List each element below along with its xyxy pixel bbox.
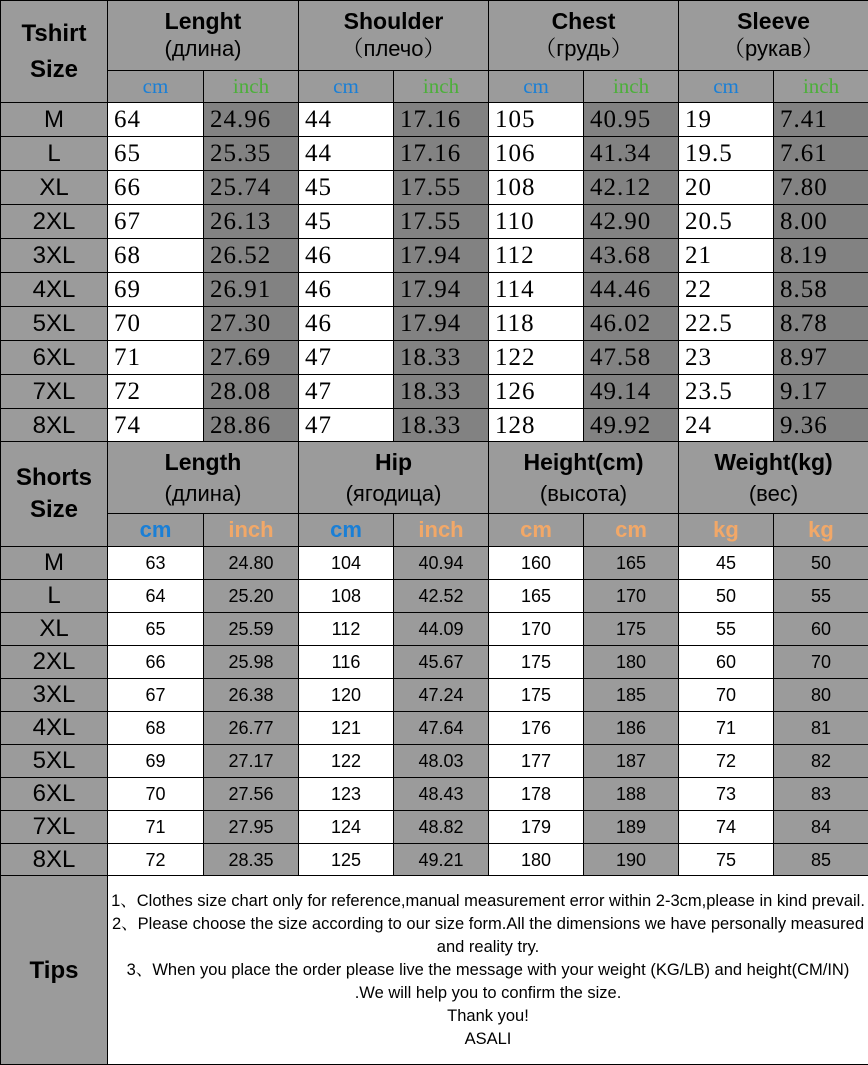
shorts-cell-kg: 55 xyxy=(774,580,868,613)
tshirt-unit-cm-4: cm xyxy=(489,71,584,103)
tshirt-row xyxy=(1,307,868,341)
tshirt-sleeve-header: Sleeve （рукав） xyxy=(679,1,868,71)
tshirt-cell-inch: 40.95 xyxy=(584,103,679,137)
shorts-size-table xyxy=(0,441,868,877)
shorts-cell-inch: 45.67 xyxy=(394,646,489,679)
tshirt-row xyxy=(1,171,868,205)
tshirt-cell-cm: 70 xyxy=(108,307,204,341)
tshirt-cell-cm: 47 xyxy=(299,375,394,409)
shorts-cell-cm: 165 xyxy=(584,547,679,580)
tshirt-cell-cm: 74 xyxy=(108,409,204,443)
tshirt-cell-cm: 68 xyxy=(108,239,204,273)
shorts-cell-cm: 186 xyxy=(584,712,679,745)
shorts-cell-cm: 180 xyxy=(489,844,584,877)
shorts-cell-inch: 25.20 xyxy=(204,580,299,613)
tshirt-size-cell: 5XL xyxy=(1,307,108,341)
shorts-cell-cm: 185 xyxy=(584,679,679,712)
shorts-cell-cm: 175 xyxy=(489,679,584,712)
tshirt-size-cell: 7XL xyxy=(1,375,108,409)
shorts-cell-cm: 125 xyxy=(299,844,394,877)
tshirt-cell-inch: 17.16 xyxy=(394,137,489,171)
tshirt-unit-inch-3: inch xyxy=(394,71,489,103)
tshirt-size-cell: 6XL xyxy=(1,341,108,375)
shorts-length-header: Length (длина) xyxy=(108,442,299,514)
tshirt-cell-inch: 42.90 xyxy=(584,205,679,239)
shorts-row xyxy=(1,580,868,613)
tshirt-cell-inch: 18.33 xyxy=(394,375,489,409)
tshirt-cell-cm: 20 xyxy=(679,171,774,205)
tshirt-row xyxy=(1,137,868,171)
shorts-cell-kg: 70 xyxy=(679,679,774,712)
tshirt-cell-cm: 67 xyxy=(108,205,204,239)
tshirt-cell-cm: 64 xyxy=(108,103,204,137)
shorts-cell-cm: 67 xyxy=(108,679,204,712)
shorts-cell-inch: 26.38 xyxy=(204,679,299,712)
tshirt-unit-inch-1: inch xyxy=(204,71,299,103)
tshirt-cell-inch: 7.41 xyxy=(774,103,868,137)
shorts-unit-kg-7: kg xyxy=(774,514,868,547)
tshirt-cell-inch: 7.80 xyxy=(774,171,868,205)
tshirt-cell-inch: 17.94 xyxy=(394,239,489,273)
shorts-size-cell: 7XL xyxy=(1,811,108,844)
shorts-cell-inch: 48.43 xyxy=(394,778,489,811)
tshirt-cell-inch: 49.14 xyxy=(584,375,679,409)
shorts-cell-kg: 55 xyxy=(679,613,774,646)
tshirt-cell-cm: 20.5 xyxy=(679,205,774,239)
shorts-units-row xyxy=(1,514,868,547)
tshirt-cell-cm: 66 xyxy=(108,171,204,205)
shorts-cell-cm: 160 xyxy=(489,547,584,580)
shorts-cell-cm: 175 xyxy=(489,646,584,679)
shorts-cell-cm: 121 xyxy=(299,712,394,745)
shorts-cell-kg: 82 xyxy=(774,745,868,778)
shorts-size-cell: 3XL xyxy=(1,679,108,712)
tshirt-cell-cm: 47 xyxy=(299,409,394,443)
tshirt-cell-inch: 8.00 xyxy=(774,205,868,239)
tshirt-size-cell: 3XL xyxy=(1,239,108,273)
tshirt-cell-cm: 19 xyxy=(679,103,774,137)
tips-line: 3、When you place the order please live the message with your weight (KG/LB) and height(CM/IN) .We will help you to confirm the size. xyxy=(110,959,866,1005)
tshirt-cell-inch: 25.35 xyxy=(204,137,299,171)
shorts-cell-kg: 85 xyxy=(774,844,868,877)
tips-text xyxy=(108,876,868,1065)
tshirt-size-table xyxy=(0,0,868,443)
shorts-cell-kg: 74 xyxy=(679,811,774,844)
shorts-weight-header: Weight(kg) (вес) xyxy=(679,442,868,514)
tshirt-cell-inch: 24.96 xyxy=(204,103,299,137)
tshirt-cell-inch: 27.69 xyxy=(204,341,299,375)
tips-line: Thank you! xyxy=(110,1005,866,1028)
tshirt-cell-inch: 26.52 xyxy=(204,239,299,273)
shorts-size-cell: 8XL xyxy=(1,844,108,877)
tips-line: 2、Please choose the size according to our size form.All the dimensions we have personally measured and reality try. xyxy=(110,913,866,959)
tshirt-cell-inch: 9.36 xyxy=(774,409,868,443)
shorts-cell-inch: 25.98 xyxy=(204,646,299,679)
tshirt-cell-cm: 69 xyxy=(108,273,204,307)
tshirt-cell-cm: 44 xyxy=(299,137,394,171)
shorts-cell-cm: 179 xyxy=(489,811,584,844)
shorts-cell-cm: 189 xyxy=(584,811,679,844)
tshirt-cell-cm: 126 xyxy=(489,375,584,409)
tshirt-size-cell: 2XL xyxy=(1,205,108,239)
shorts-hip-header: Hip (ягодица) xyxy=(299,442,489,514)
shorts-cell-cm: 108 xyxy=(299,580,394,613)
shorts-cell-inch: 49.21 xyxy=(394,844,489,877)
tshirt-cell-cm: 46 xyxy=(299,239,394,273)
tshirt-cell-cm: 128 xyxy=(489,409,584,443)
tshirt-cell-inch: 46.02 xyxy=(584,307,679,341)
shorts-cell-kg: 80 xyxy=(774,679,868,712)
shorts-cell-cm: 66 xyxy=(108,646,204,679)
shorts-size-cell: 4XL xyxy=(1,712,108,745)
shorts-cell-inch: 44.09 xyxy=(394,613,489,646)
shorts-cell-cm: 170 xyxy=(489,613,584,646)
tshirt-size-cell: XL xyxy=(1,171,108,205)
tshirt-row xyxy=(1,375,868,409)
tshirt-row xyxy=(1,103,868,137)
tshirt-cell-inch: 18.33 xyxy=(394,341,489,375)
shorts-cell-inch: 25.59 xyxy=(204,613,299,646)
tshirt-cell-cm: 21 xyxy=(679,239,774,273)
shorts-cell-cm: 112 xyxy=(299,613,394,646)
tshirt-cell-cm: 22.5 xyxy=(679,307,774,341)
shorts-rows xyxy=(1,547,868,877)
shorts-cell-kg: 70 xyxy=(774,646,868,679)
tshirt-cell-inch: 26.13 xyxy=(204,205,299,239)
shorts-cell-inch: 47.24 xyxy=(394,679,489,712)
shorts-size-cell: 5XL xyxy=(1,745,108,778)
tshirt-cell-inch: 18.33 xyxy=(394,409,489,443)
shorts-row xyxy=(1,811,868,844)
shorts-cell-inch: 40.94 xyxy=(394,547,489,580)
tshirt-cell-inch: 27.30 xyxy=(204,307,299,341)
shorts-cell-cm: 65 xyxy=(108,613,204,646)
tshirt-cell-cm: 122 xyxy=(489,341,584,375)
tshirt-cell-inch: 8.97 xyxy=(774,341,868,375)
shorts-cell-kg: 73 xyxy=(679,778,774,811)
tshirt-cell-inch: 44.46 xyxy=(584,273,679,307)
tshirt-cell-inch: 47.58 xyxy=(584,341,679,375)
shorts-cell-cm: 187 xyxy=(584,745,679,778)
shorts-size-header: Shorts Size xyxy=(1,442,108,547)
shorts-cell-kg: 84 xyxy=(774,811,868,844)
shorts-row xyxy=(1,679,868,712)
shorts-cell-cm: 63 xyxy=(108,547,204,580)
tshirt-cell-cm: 106 xyxy=(489,137,584,171)
tshirt-cell-cm: 105 xyxy=(489,103,584,137)
shorts-cell-kg: 81 xyxy=(774,712,868,745)
tshirt-cell-inch: 17.55 xyxy=(394,171,489,205)
shorts-row xyxy=(1,646,868,679)
tshirt-length-header: Lenght (длина) xyxy=(108,1,299,71)
shorts-cell-inch: 48.03 xyxy=(394,745,489,778)
tshirt-cell-inch: 8.19 xyxy=(774,239,868,273)
shorts-cell-inch: 42.52 xyxy=(394,580,489,613)
shorts-unit-cm-2: cm xyxy=(299,514,394,547)
shorts-cell-kg: 83 xyxy=(774,778,868,811)
shorts-cell-kg: 72 xyxy=(679,745,774,778)
shorts-size-cell: 2XL xyxy=(1,646,108,679)
shorts-cell-kg: 50 xyxy=(679,580,774,613)
tshirt-cell-inch: 17.55 xyxy=(394,205,489,239)
tshirt-cell-cm: 110 xyxy=(489,205,584,239)
tshirt-cell-inch: 17.16 xyxy=(394,103,489,137)
shorts-unit-inch-3: inch xyxy=(394,514,489,547)
shorts-row xyxy=(1,547,868,580)
tshirt-row xyxy=(1,273,868,307)
tshirt-cell-cm: 23.5 xyxy=(679,375,774,409)
tshirt-cell-inch: 28.86 xyxy=(204,409,299,443)
tshirt-size-cell: 8XL xyxy=(1,409,108,443)
tips-label: Tips xyxy=(1,876,108,1065)
tshirt-unit-inch-7: inch xyxy=(774,71,868,103)
shorts-cell-kg: 60 xyxy=(679,646,774,679)
tshirt-size-header: Tshirt Size xyxy=(1,1,108,103)
shorts-row xyxy=(1,712,868,745)
shorts-cell-inch: 28.35 xyxy=(204,844,299,877)
tips-section xyxy=(0,875,868,1065)
shorts-cell-cm: 180 xyxy=(584,646,679,679)
tshirt-cell-cm: 19.5 xyxy=(679,137,774,171)
tshirt-cell-inch: 8.58 xyxy=(774,273,868,307)
tshirt-cell-cm: 46 xyxy=(299,273,394,307)
shorts-unit-cm-4: cm xyxy=(489,514,584,547)
tshirt-cell-cm: 22 xyxy=(679,273,774,307)
shorts-cell-inch: 27.17 xyxy=(204,745,299,778)
shorts-cell-inch: 48.82 xyxy=(394,811,489,844)
shorts-cell-cm: 176 xyxy=(489,712,584,745)
tips-line: 1、Clothes size chart only for reference,manual measurement error within 2-3cm,please in kind prevail. xyxy=(110,890,866,913)
shorts-size-cell: 6XL xyxy=(1,778,108,811)
tshirt-cell-cm: 44 xyxy=(299,103,394,137)
shorts-cell-kg: 75 xyxy=(679,844,774,877)
tshirt-cell-cm: 108 xyxy=(489,171,584,205)
tshirt-cell-cm: 45 xyxy=(299,171,394,205)
shorts-cell-cm: 124 xyxy=(299,811,394,844)
tshirt-cell-cm: 72 xyxy=(108,375,204,409)
tshirt-cell-cm: 71 xyxy=(108,341,204,375)
tshirt-cell-cm: 112 xyxy=(489,239,584,273)
shorts-cell-cm: 71 xyxy=(108,811,204,844)
tshirt-cell-inch: 41.34 xyxy=(584,137,679,171)
shorts-row xyxy=(1,613,868,646)
shorts-cell-cm: 190 xyxy=(584,844,679,877)
tshirt-cell-inch: 49.92 xyxy=(584,409,679,443)
shorts-cell-cm: 122 xyxy=(299,745,394,778)
shorts-cell-cm: 120 xyxy=(299,679,394,712)
tshirt-cell-inch: 42.12 xyxy=(584,171,679,205)
shorts-cell-cm: 177 xyxy=(489,745,584,778)
tshirt-row xyxy=(1,239,868,273)
tshirt-unit-cm-0: cm xyxy=(108,71,204,103)
shorts-unit-cm-5: cm xyxy=(584,514,679,547)
shorts-cell-cm: 175 xyxy=(584,613,679,646)
shorts-cell-cm: 104 xyxy=(299,547,394,580)
tshirt-size-cell: 4XL xyxy=(1,273,108,307)
shorts-row xyxy=(1,778,868,811)
shorts-cell-inch: 47.64 xyxy=(394,712,489,745)
shorts-cell-cm: 116 xyxy=(299,646,394,679)
tshirt-cell-inch: 7.61 xyxy=(774,137,868,171)
tshirt-size-cell: M xyxy=(1,103,108,137)
shorts-cell-cm: 72 xyxy=(108,844,204,877)
shorts-cell-cm: 165 xyxy=(489,580,584,613)
tshirt-cell-cm: 118 xyxy=(489,307,584,341)
shorts-row xyxy=(1,844,868,877)
shorts-cell-cm: 70 xyxy=(108,778,204,811)
tshirt-cell-cm: 23 xyxy=(679,341,774,375)
shorts-height-header: Height(cm) (высота) xyxy=(489,442,679,514)
tshirt-unit-inch-5: inch xyxy=(584,71,679,103)
shorts-cell-inch: 26.77 xyxy=(204,712,299,745)
tshirt-cell-inch: 9.17 xyxy=(774,375,868,409)
shorts-size-cell: M xyxy=(1,547,108,580)
shorts-cell-cm: 178 xyxy=(489,778,584,811)
tshirt-units-row xyxy=(1,71,868,103)
tshirt-cell-cm: 24 xyxy=(679,409,774,443)
tshirt-cell-inch: 8.78 xyxy=(774,307,868,341)
shorts-cell-inch: 27.95 xyxy=(204,811,299,844)
shorts-cell-inch: 27.56 xyxy=(204,778,299,811)
tshirt-unit-cm-2: cm xyxy=(299,71,394,103)
shorts-cell-kg: 71 xyxy=(679,712,774,745)
tshirt-cell-cm: 114 xyxy=(489,273,584,307)
shorts-cell-kg: 45 xyxy=(679,547,774,580)
shorts-unit-kg-6: kg xyxy=(679,514,774,547)
tshirt-cell-inch: 17.94 xyxy=(394,307,489,341)
shorts-cell-cm: 68 xyxy=(108,712,204,745)
shorts-cell-cm: 64 xyxy=(108,580,204,613)
tshirt-cell-inch: 28.08 xyxy=(204,375,299,409)
tips-line: ASALI xyxy=(110,1028,866,1051)
tshirt-unit-cm-6: cm xyxy=(679,71,774,103)
shorts-cell-kg: 60 xyxy=(774,613,868,646)
tshirt-cell-cm: 45 xyxy=(299,205,394,239)
tshirt-row xyxy=(1,205,868,239)
shorts-cell-cm: 170 xyxy=(584,580,679,613)
tshirt-cell-inch: 17.94 xyxy=(394,273,489,307)
shorts-cell-kg: 50 xyxy=(774,547,868,580)
tshirt-row xyxy=(1,341,868,375)
tshirt-size-cell: L xyxy=(1,137,108,171)
tshirt-row xyxy=(1,409,868,443)
shorts-size-cell: XL xyxy=(1,613,108,646)
shorts-cell-inch: 24.80 xyxy=(204,547,299,580)
shorts-cell-cm: 69 xyxy=(108,745,204,778)
shorts-unit-inch-1: inch xyxy=(204,514,299,547)
tshirt-cell-inch: 26.91 xyxy=(204,273,299,307)
tshirt-cell-inch: 25.74 xyxy=(204,171,299,205)
tshirt-cell-cm: 65 xyxy=(108,137,204,171)
tshirt-chest-header: Chest （грудь） xyxy=(489,1,679,71)
tshirt-cell-cm: 46 xyxy=(299,307,394,341)
shorts-unit-cm-0: cm xyxy=(108,514,204,547)
shorts-cell-cm: 123 xyxy=(299,778,394,811)
tshirt-shoulder-header: Shoulder （плечо） xyxy=(299,1,489,71)
shorts-size-cell: L xyxy=(1,580,108,613)
shorts-row xyxy=(1,745,868,778)
shorts-cell-cm: 188 xyxy=(584,778,679,811)
tshirt-cell-inch: 43.68 xyxy=(584,239,679,273)
tshirt-rows xyxy=(1,103,868,443)
tshirt-cell-cm: 47 xyxy=(299,341,394,375)
